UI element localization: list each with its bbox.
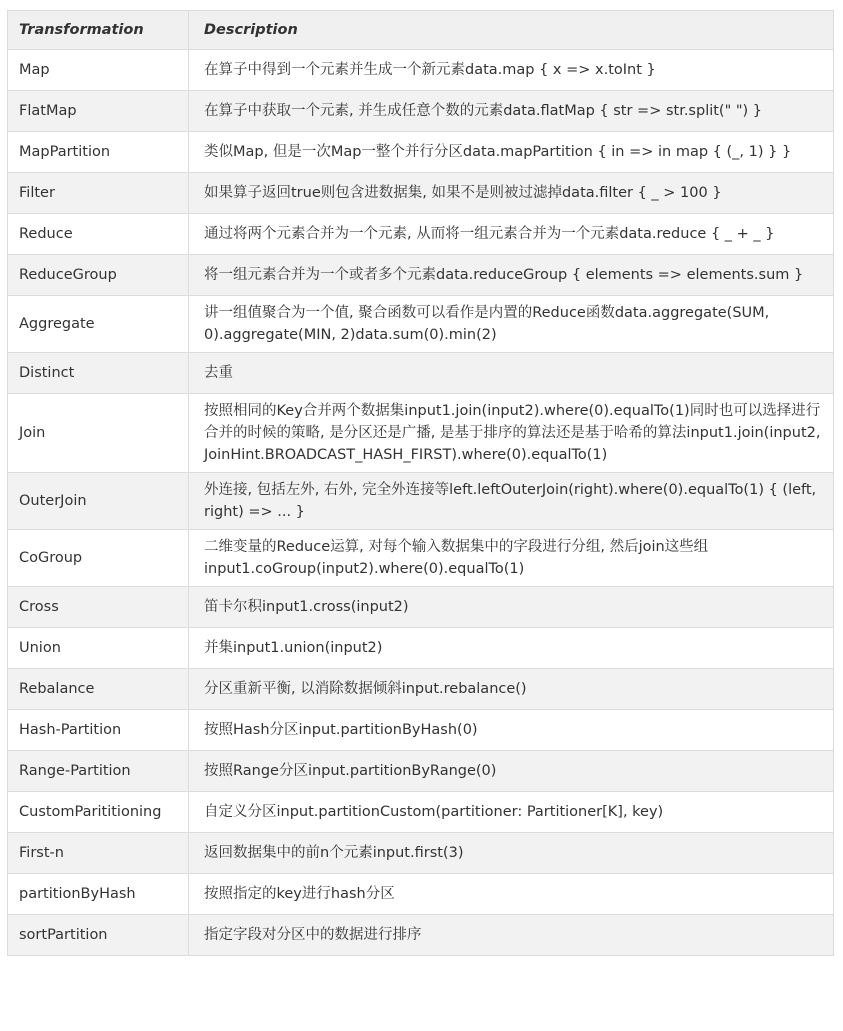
- transformation-name: OuterJoin: [8, 473, 189, 530]
- transformation-name: First-n: [8, 833, 189, 874]
- table-row: [8, 91, 834, 132]
- table-row: [8, 710, 834, 751]
- header-transformation: Transformation: [8, 11, 189, 50]
- transformation-name: Hash-Partition: [8, 710, 189, 751]
- transformation-description: 去重: [189, 353, 834, 394]
- transformation-description: 讲一组值聚合为一个值, 聚合函数可以看作是内置的Reduce函数data.aggregate(SUM, 0).aggregate(MIN, 2)data.sum(0).min(2): [189, 296, 834, 353]
- transformation-name: partitionByHash: [8, 874, 189, 915]
- transformation-name: Filter: [8, 173, 189, 214]
- table-row: [8, 255, 834, 296]
- transformation-description: 将一组元素合并为一个或者多个元素data.reduceGroup { elements => elements.sum }: [189, 255, 834, 296]
- transformation-name: CoGroup: [8, 530, 189, 587]
- transformation-name: Join: [8, 394, 189, 473]
- transformation-name: Range-Partition: [8, 751, 189, 792]
- table-row: [8, 833, 834, 874]
- transformation-description: 如果算子返回true则包含进数据集, 如果不是则被过滤掉data.filter { _ > 100 }: [189, 173, 834, 214]
- table-row: [8, 173, 834, 214]
- table-row: [8, 669, 834, 710]
- transformation-name: Reduce: [8, 214, 189, 255]
- table-row: [8, 915, 834, 956]
- transformation-name: Cross: [8, 587, 189, 628]
- table-row: [8, 214, 834, 255]
- header-description: Description: [189, 11, 834, 50]
- transformation-description: 分区重新平衡, 以消除数据倾斜input.rebalance(): [189, 669, 834, 710]
- transformation-name: Union: [8, 628, 189, 669]
- transformation-name: Rebalance: [8, 669, 189, 710]
- transformation-name: Map: [8, 50, 189, 91]
- table-row: [8, 874, 834, 915]
- table-row: [8, 50, 834, 91]
- transformation-name: Distinct: [8, 353, 189, 394]
- transformation-description: 笛卡尔积input1.cross(input2): [189, 587, 834, 628]
- table-row: [8, 751, 834, 792]
- table-row: [8, 628, 834, 669]
- transformation-name: Aggregate: [8, 296, 189, 353]
- transformation-description: 二维变量的Reduce运算, 对每个输入数据集中的字段进行分组, 然后join这些组input1.coGroup(input2).where(0).equalTo(1): [189, 530, 834, 587]
- table-row: [8, 530, 834, 587]
- transformation-description: 自定义分区input.partitionCustom(partitioner: Partitioner[K], key): [189, 792, 834, 833]
- transformation-description: 并集input1.union(input2): [189, 628, 834, 669]
- transformation-name: CustomParititioning: [8, 792, 189, 833]
- transformation-name: sortPartition: [8, 915, 189, 956]
- table-row: [8, 792, 834, 833]
- transformation-description: 按照相同的Key合并两个数据集input1.join(input2).where(0).equalTo(1)同时也可以选择进行合并的时候的策略, 是分区还是广播, 是基于排序的算法还是基于哈希的算法input1.join(input2, JoinHint.BROADCAST_HASH_FIRST).where(0).equalTo(1): [189, 394, 834, 473]
- transformation-description: 在算子中得到一个元素并生成一个新元素data.map { x => x.toInt }: [189, 50, 834, 91]
- transformation-name: ReduceGroup: [8, 255, 189, 296]
- transformation-description: 指定字段对分区中的数据进行排序: [189, 915, 834, 956]
- transformation-table-container: [7, 10, 833, 956]
- transformation-description: 按照Range分区input.partitionByRange(0): [189, 751, 834, 792]
- table-row: [8, 473, 834, 530]
- table-row: [8, 353, 834, 394]
- transformation-name: MapPartition: [8, 132, 189, 173]
- table-row: [8, 296, 834, 353]
- table-header-row: [8, 11, 834, 50]
- transformation-name: FlatMap: [8, 91, 189, 132]
- table-row: [8, 394, 834, 473]
- table-row: [8, 587, 834, 628]
- table-row: [8, 132, 834, 173]
- transformation-table: [7, 10, 834, 956]
- transformation-description: 外连接, 包括左外, 右外, 完全外连接等left.leftOuterJoin(right).where(0).equalTo(1) { (left, right) => ... }: [189, 473, 834, 530]
- transformation-description: 在算子中获取一个元素, 并生成任意个数的元素data.flatMap { str => str.split(" ") }: [189, 91, 834, 132]
- transformation-description: 返回数据集中的前n个元素input.first(3): [189, 833, 834, 874]
- transformation-description: 按照指定的key进行hash分区: [189, 874, 834, 915]
- transformation-description: 按照Hash分区input.partitionByHash(0): [189, 710, 834, 751]
- transformation-description: 通过将两个元素合并为一个元素, 从而将一组元素合并为一个元素data.reduce { _ + _ }: [189, 214, 834, 255]
- transformation-description: 类似Map, 但是一次Map一整个并行分区data.mapPartition { in => in map { (_, 1) } }: [189, 132, 834, 173]
